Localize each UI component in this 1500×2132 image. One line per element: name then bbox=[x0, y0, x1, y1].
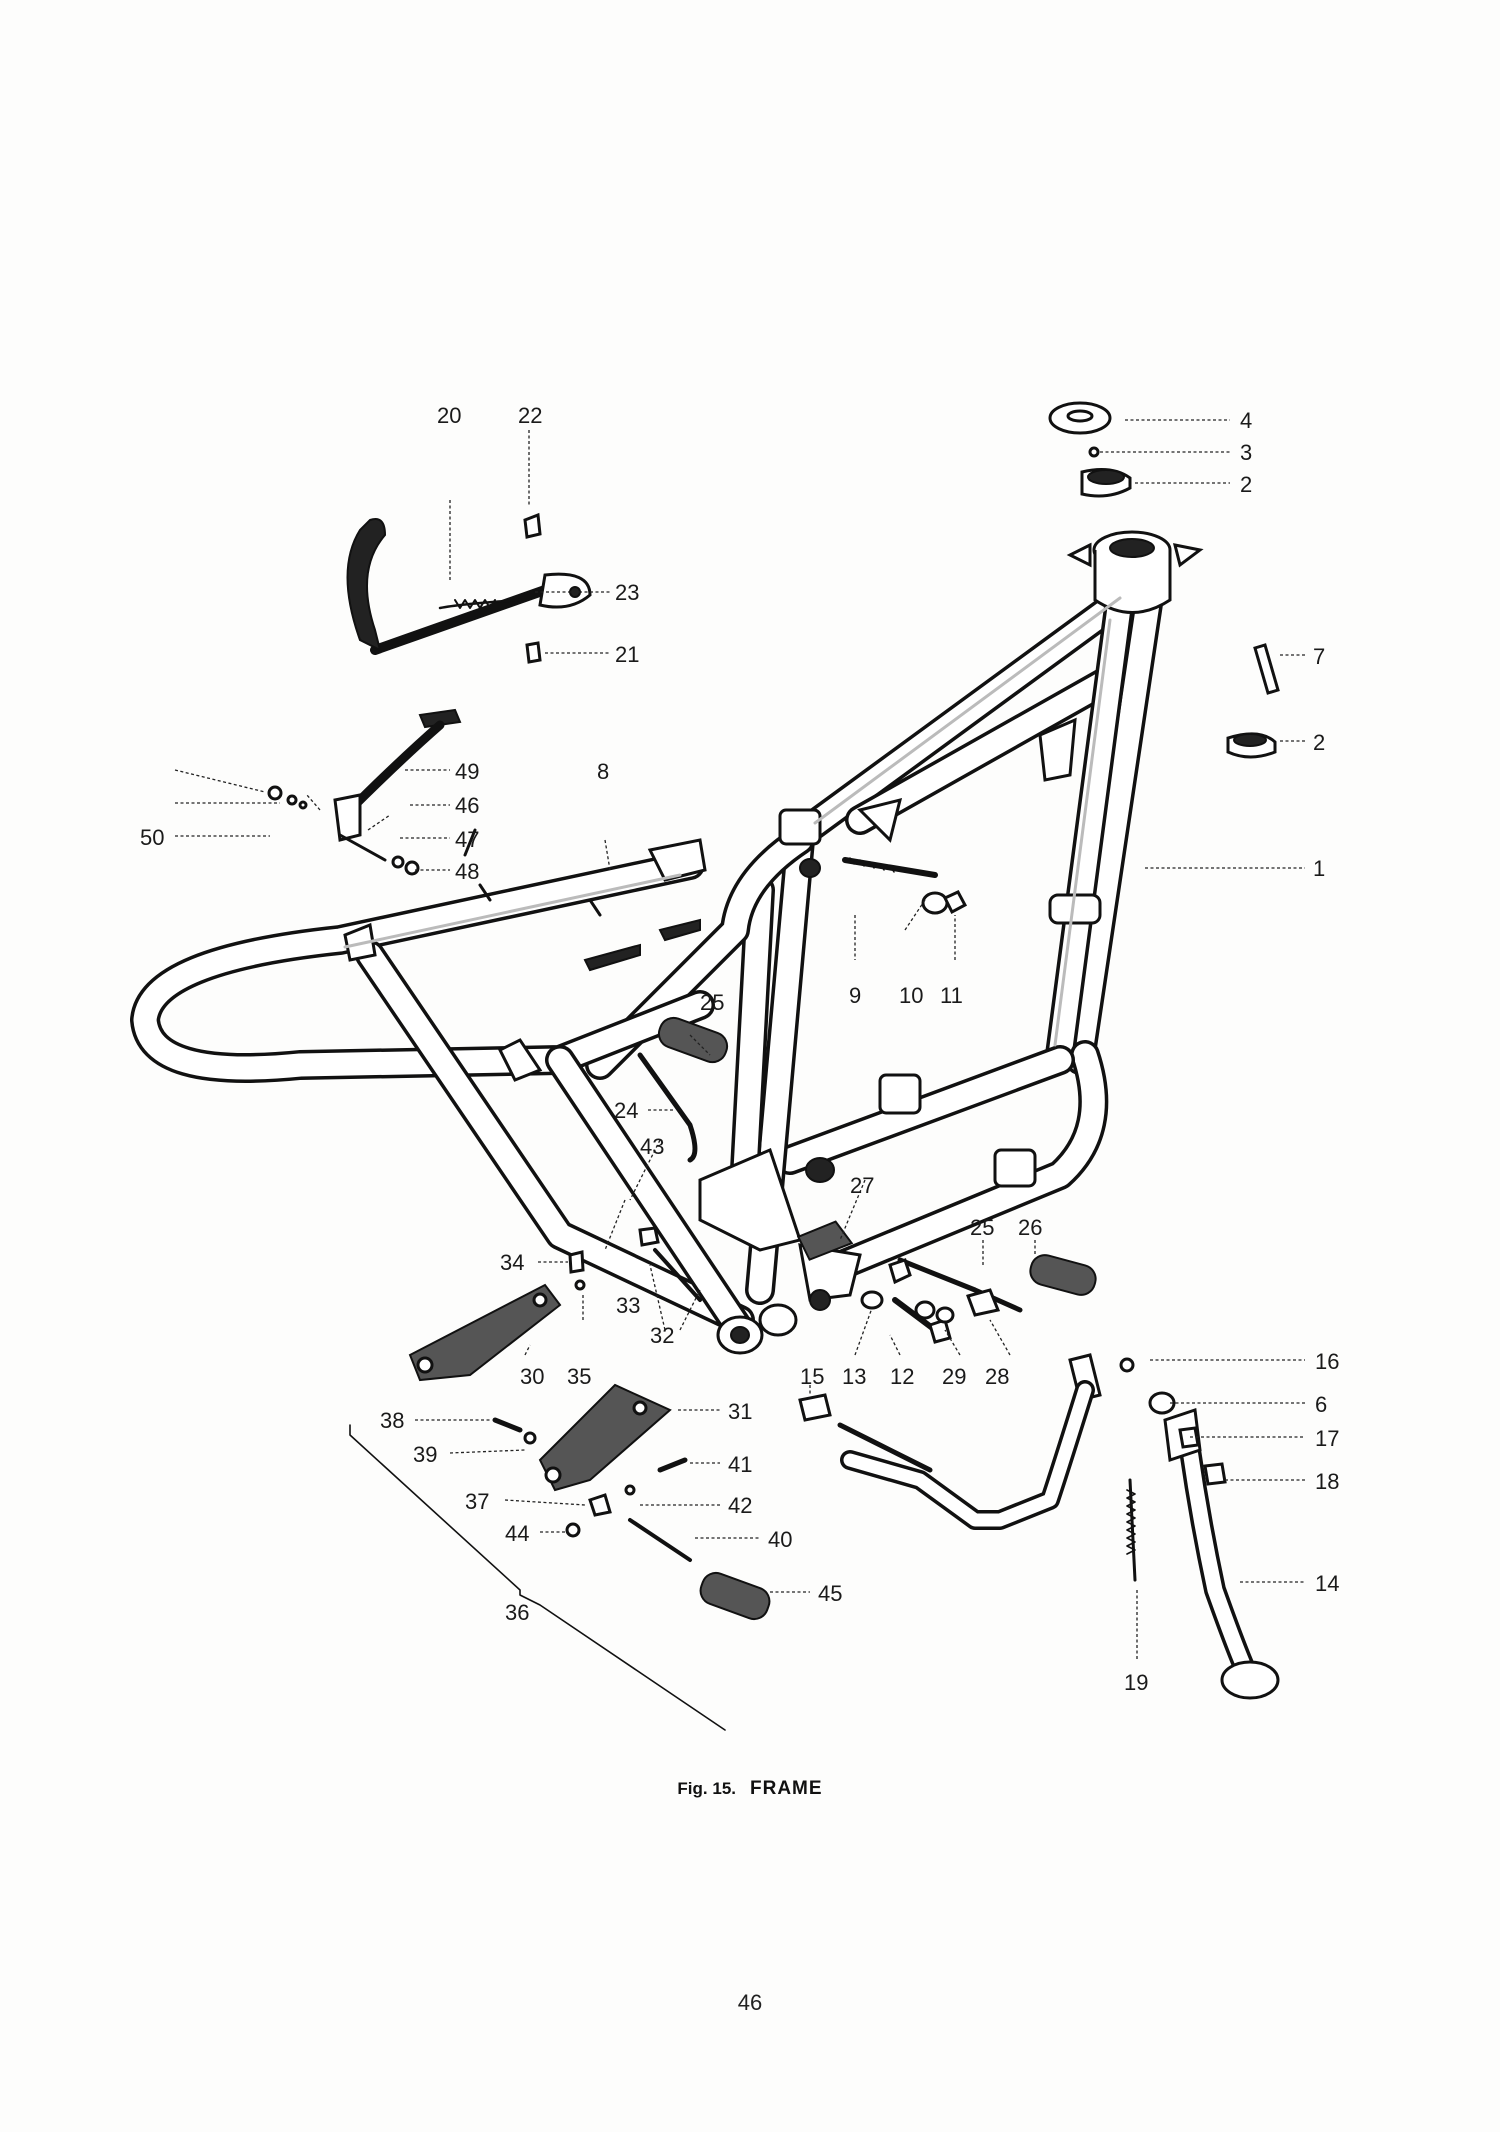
seat-cluster-lug bbox=[780, 810, 820, 844]
callout-38: 39 bbox=[413, 1442, 438, 1467]
callout-48: 50 bbox=[140, 825, 165, 850]
callout-2-lower: 2 bbox=[1313, 730, 1326, 755]
callout-42-lower: 44 bbox=[505, 1521, 530, 1546]
callout-2-upper: 2 bbox=[1240, 472, 1253, 497]
callout-40: 41 bbox=[728, 1452, 753, 1477]
callout-46: 48 bbox=[455, 859, 480, 884]
figure-title: FRAME bbox=[750, 1778, 823, 1799]
callout-10: 11 bbox=[940, 983, 963, 1008]
callout-30: 31 bbox=[728, 1399, 753, 1424]
callout-28: 29 bbox=[942, 1364, 967, 1389]
callout-47: 49 bbox=[455, 759, 480, 784]
callout-16: 17 bbox=[1315, 1426, 1340, 1451]
callout-24: 25 bbox=[970, 1215, 995, 1240]
callout-25-upper: 25 bbox=[700, 990, 725, 1015]
callout-12: 13 bbox=[842, 1364, 867, 1389]
callout-3: 3 bbox=[1240, 440, 1253, 465]
callout-33: 34 bbox=[500, 1250, 525, 1275]
steering-lock-pin bbox=[1255, 645, 1278, 693]
bolt-and-nuts-8-9-10 bbox=[845, 858, 965, 913]
figure-number: Fig. 15. bbox=[677, 1779, 736, 1798]
callout-36: 37 bbox=[465, 1489, 490, 1514]
callout-20: 21 bbox=[615, 642, 640, 667]
callout-6: 7 bbox=[1313, 644, 1326, 669]
callout-13: 14 bbox=[1315, 1571, 1340, 1596]
callout-43: 45 bbox=[818, 1581, 843, 1606]
callout-23: 24 bbox=[614, 1098, 639, 1123]
callout-41: 42 bbox=[728, 1493, 753, 1518]
rear-brake-pedal-assembly bbox=[269, 710, 460, 874]
kickstart-pedal bbox=[348, 519, 386, 650]
pillion-footrest-parts bbox=[495, 1420, 773, 1623]
callout-34: 35 bbox=[567, 1364, 592, 1389]
ball-part bbox=[1090, 448, 1098, 456]
callout-19: 20 bbox=[437, 403, 462, 428]
callout-8: 9 bbox=[849, 983, 862, 1008]
callout-39: 40 bbox=[768, 1527, 793, 1552]
callout-27: 28 bbox=[985, 1364, 1010, 1389]
callout-31: 32 bbox=[650, 1323, 675, 1348]
callout-37: 38 bbox=[380, 1408, 405, 1433]
bolt-20 bbox=[527, 643, 540, 662]
centre-stand-assembly bbox=[800, 1355, 1278, 1698]
callout-7: 8 bbox=[597, 759, 610, 784]
page-number: 46 bbox=[737, 1990, 763, 2015]
callout-18: 19 bbox=[1124, 1670, 1149, 1695]
footrest-rubber-25-lower bbox=[1027, 1252, 1099, 1298]
callout-35: 36 bbox=[505, 1600, 530, 1625]
callout-21: 22 bbox=[518, 403, 543, 428]
callout-5: 6 bbox=[1315, 1392, 1328, 1417]
callout-11: 12 bbox=[890, 1364, 915, 1389]
callout-26: 27 bbox=[850, 1173, 875, 1198]
callout-44: 46 bbox=[455, 793, 480, 818]
group-35-bracket bbox=[350, 1425, 725, 1730]
kickstart-lever-assembly bbox=[348, 515, 591, 662]
callout-1: 1 bbox=[1313, 856, 1326, 881]
pillion-rubber-43 bbox=[697, 1569, 774, 1623]
callout-25-lower: 26 bbox=[1018, 1215, 1043, 1240]
figure-caption bbox=[0, 1778, 1500, 1800]
callout-14: 15 bbox=[800, 1364, 825, 1389]
callout-45: 47 bbox=[455, 827, 480, 852]
callout-22: 23 bbox=[615, 580, 640, 605]
nut-21 bbox=[525, 515, 540, 537]
callout-29: 30 bbox=[520, 1364, 545, 1389]
callout-15: 16 bbox=[1315, 1349, 1340, 1374]
footrest-arm-24 bbox=[900, 1260, 1020, 1310]
callout-42-upper: 43 bbox=[640, 1134, 665, 1159]
callout-17: 18 bbox=[1315, 1469, 1340, 1494]
callout-4: 4 bbox=[1240, 408, 1253, 433]
spring-clip-26 bbox=[968, 1290, 998, 1315]
callout-32: 33 bbox=[616, 1293, 641, 1318]
callout-9: 10 bbox=[899, 983, 924, 1008]
